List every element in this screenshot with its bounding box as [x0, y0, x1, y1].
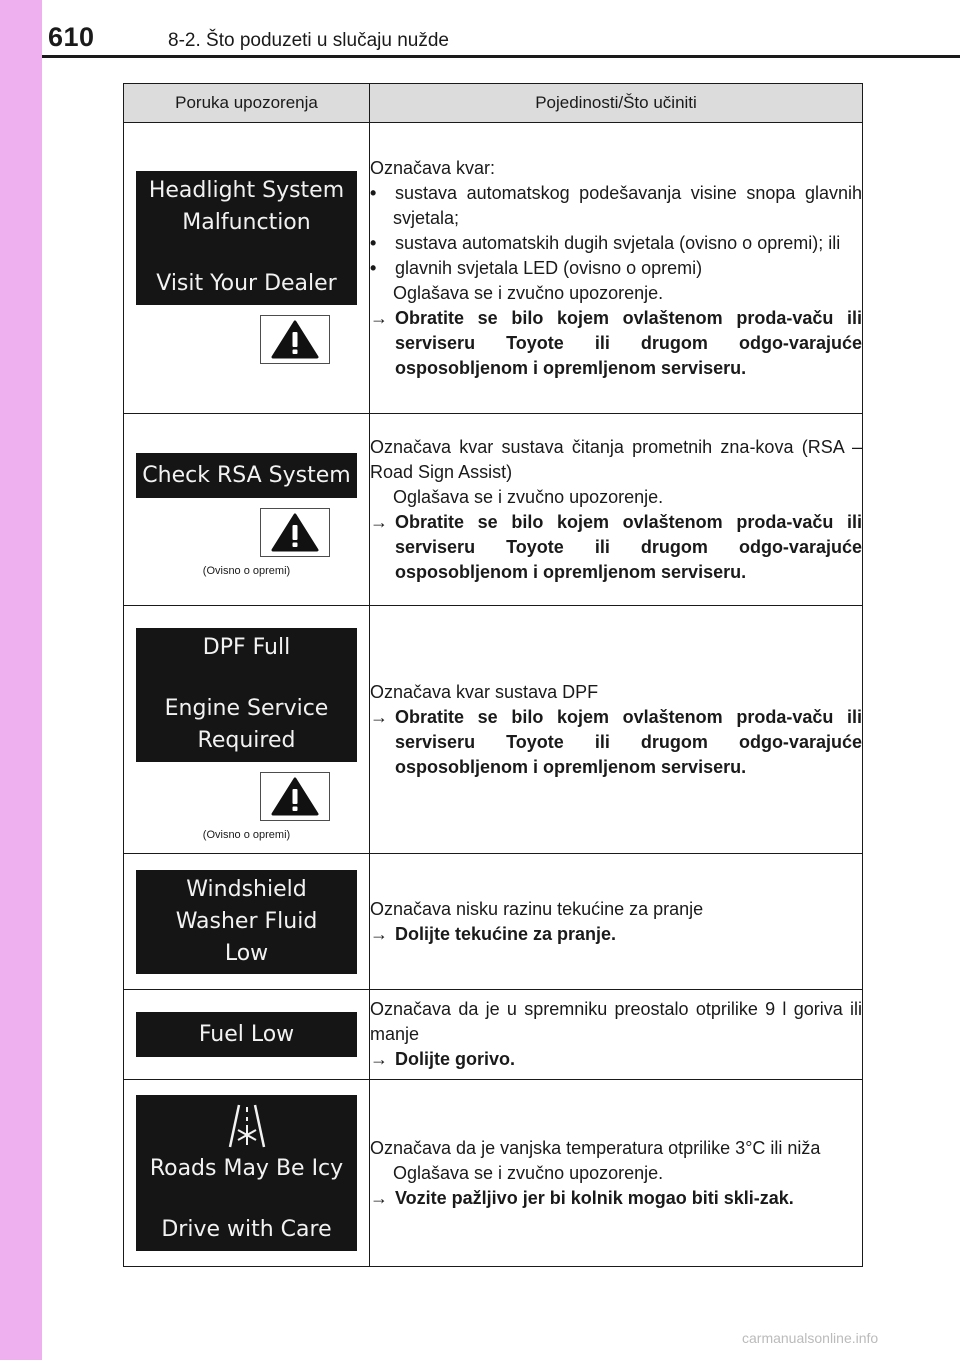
- display-line: Washer Fluid: [175, 908, 318, 934]
- details-cell: [370, 990, 863, 1080]
- optional-equipment-note: (Ovisno o opremi): [202, 564, 291, 577]
- display-message: [136, 171, 357, 305]
- display-line: [136, 1185, 357, 1214]
- display-line: Visit Your Dealer: [156, 271, 337, 296]
- message-cell: [124, 854, 370, 990]
- description-text: Označava kvar sustava DPF: [370, 681, 599, 702]
- display-line: Windshield: [186, 876, 307, 902]
- description-text: Označava da je vanjska temperatura otprilike 3°C ili niža: [370, 1137, 821, 1158]
- sound-note: Oglašava se i zvučno upozorenje.: [393, 486, 664, 507]
- message-cell: [124, 1080, 370, 1267]
- column-header-details: Pojedinosti/Što učiniti: [370, 84, 863, 123]
- display-line: Low: [224, 940, 269, 966]
- description-text: Označava kvar:: [370, 157, 496, 178]
- sound-note: Oglašava se i zvučno upozorenje.: [393, 1162, 664, 1183]
- arrow-icon: →: [370, 307, 388, 328]
- section-title: 8-2. Što poduzeti u slučaju nužde: [168, 30, 449, 51]
- display-message: [136, 1095, 357, 1251]
- warning-message-table: [123, 83, 863, 1267]
- description-text: Označava nisku razinu tekućine za pranje: [370, 898, 704, 919]
- action-instruction: → Dolijte tekućine za pranje.: [370, 922, 862, 947]
- action-instruction: → Dolijte gorivo.: [370, 1047, 862, 1072]
- action-instruction: → Obratite se bilo kojem ovlaštenom proda-vaču ili serviseru Toyote ili drugom odgo-varajuće osposobljenom i opremljenom serviseru.: [370, 706, 862, 777]
- action-instruction: → Obratite se bilo kojem ovlaštenom proda-vaču ili serviseru Toyote ili drugom odgo-varajuće osposobljenom i opremljenom serviseru.: [370, 307, 862, 378]
- action-instruction: → Obratite se bilo kojem ovlaštenom proda-vaču ili serviseru Toyote ili drugom odgo-varajuće osposobljenom i opremljenom serviseru.: [370, 511, 862, 582]
- page-number: 610: [48, 22, 95, 52]
- details-cell: [370, 854, 863, 990]
- display-line: Malfunction: [182, 210, 311, 235]
- list-item: • sustava automatskog podešavanja visine snopa glavnih svjetala;: [370, 182, 862, 228]
- display-line: Check RSA System: [142, 462, 351, 488]
- display-line: Engine Service: [164, 696, 329, 721]
- display-line: Roads May Be Icy: [149, 1156, 344, 1181]
- table-row: [124, 123, 863, 414]
- display-message: [136, 870, 357, 974]
- display-line: DPF Full: [202, 635, 291, 660]
- list-item: • sustava automatskih dugih svjetala (ovisno o opremi); ili: [370, 232, 841, 253]
- description-text: Označava da je u spremniku preostalo otprilike 9 l goriva ili manje: [370, 999, 862, 1044]
- exclamation-triangle-icon: [260, 772, 330, 821]
- sound-note: Oglašava se i zvučno upozorenje.: [393, 282, 664, 303]
- table-header-row: [124, 84, 863, 123]
- table-row: [124, 990, 863, 1080]
- message-cell: [124, 123, 370, 414]
- display-line: [136, 239, 357, 268]
- message-cell: [124, 990, 370, 1080]
- display-line: Headlight System: [148, 178, 345, 203]
- details-cell: [370, 414, 863, 606]
- table-row: [124, 1080, 863, 1267]
- arrow-icon: →: [370, 706, 388, 727]
- display-line: Drive with Care: [161, 1217, 332, 1242]
- arrow-icon: →: [370, 1049, 388, 1069]
- display-message: [136, 1012, 357, 1057]
- arrow-icon: →: [370, 511, 388, 532]
- details-cell: [370, 606, 863, 854]
- column-header-message: Poruka upozorenja: [124, 84, 370, 123]
- exclamation-triangle-icon: [260, 315, 330, 364]
- details-cell: [370, 123, 863, 414]
- description-text: Označava kvar sustava čitanja prometnih zna-kova (RSA – Road Sign Assist): [370, 436, 862, 482]
- table-row: [124, 414, 863, 606]
- table-row: [124, 854, 863, 990]
- display-line: Required: [197, 728, 296, 753]
- chapter-side-tab: [0, 0, 42, 1360]
- message-cell: [124, 414, 370, 606]
- exclamation-triangle-icon: [260, 508, 330, 557]
- display-line: [136, 664, 357, 693]
- optional-equipment-note: (Ovisno o opremi): [202, 829, 291, 841]
- message-cell: [124, 606, 370, 854]
- details-cell: [370, 1080, 863, 1267]
- arrow-icon: →: [370, 923, 388, 944]
- footer-watermark: carmanualsonline.info: [742, 1330, 879, 1346]
- table-row: [124, 606, 863, 854]
- icy-road-snowflake-icon: [136, 1103, 357, 1153]
- arrow-icon: →: [370, 1187, 388, 1208]
- display-message: [136, 628, 357, 762]
- list-item: • glavnih svjetala LED (ovisno o opremi): [370, 257, 703, 278]
- display-message: [136, 453, 357, 498]
- action-instruction: → Vozite pažljivo jer bi kolnik mogao biti skli-zak.: [370, 1186, 862, 1211]
- display-line: Fuel Low: [198, 1022, 295, 1047]
- header-rule: [42, 55, 960, 58]
